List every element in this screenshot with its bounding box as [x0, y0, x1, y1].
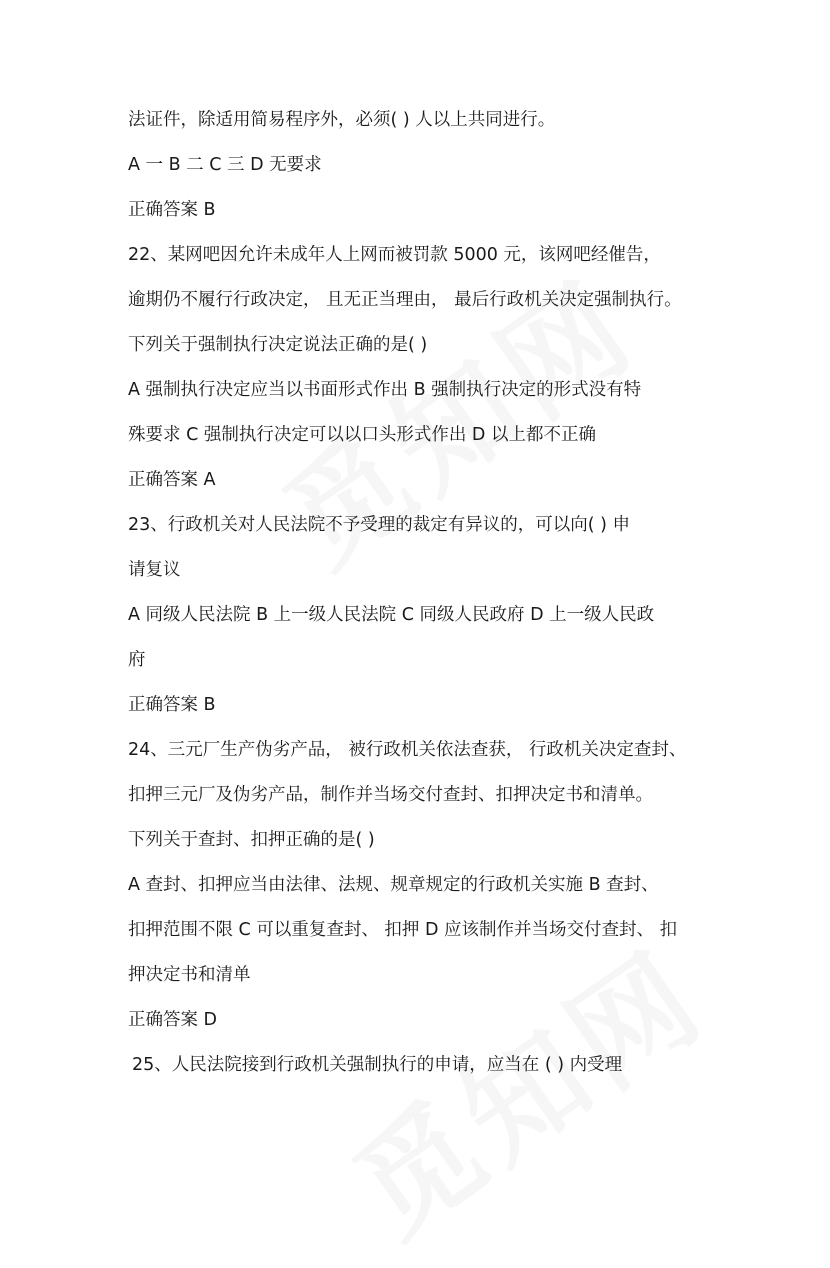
- text-line: 扣押三元厂及伪劣产品，制作并当场交付查封、扣押决定书和清单。: [128, 785, 653, 805]
- text-line: 法证件，除适用简易程序外，必须( ) 人以上共同进行。: [128, 110, 556, 130]
- answer-options: 殊要求 C 强制执行决定可以以口头形式作出 D 以上都不正确: [128, 425, 596, 445]
- document-page: [128, 98, 728, 1088]
- text-line: 请复议: [128, 560, 181, 580]
- answer-options: A 同级人民法院 B 上一级人民法院 C 同级人民政府 D 上一级人民政: [128, 605, 655, 625]
- correct-answer: 正确答案 D: [128, 1010, 218, 1030]
- correct-answer: 正确答案 A: [128, 470, 216, 490]
- text-line: 下列关于查封、扣押正确的是( ): [128, 830, 375, 850]
- answer-options: 府: [128, 650, 146, 670]
- question-25: 25、人民法院接到行政机关强制执行的申请，应当在 ( ) 内受理: [132, 1055, 623, 1075]
- text-line: 逾期仍不履行行政决定， 且无正当理由， 最后行政机关决定强制执行。: [128, 290, 682, 310]
- question-22: 22、某网吧因允许未成年人上网而被罚款 5000 元，该网吧经催告，: [128, 245, 661, 265]
- question-23: 23、行政机关对人民法院不予受理的裁定有异议的，可以向( ) 申: [128, 515, 631, 535]
- answer-options: 扣押范围不限 C 可以重复查封、 扣押 D 应该制作并当场交付查封、 扣: [128, 920, 678, 940]
- answer-options: A 一 B 二 C 三 D 无要求: [128, 155, 322, 175]
- answer-options: A 强制执行决定应当以书面形式作出 B 强制执行决定的形式没有特: [128, 380, 642, 400]
- question-24: 24、三元厂生产伪劣产品， 被行政机关依法查获， 行政机关决定查封、: [128, 740, 687, 760]
- answer-options: 押决定书和清单: [128, 965, 251, 985]
- correct-answer: 正确答案 B: [128, 695, 216, 715]
- answer-options: A 查封、扣押应当由法律、法规、规章规定的行政机关实施 B 查封、: [128, 875, 659, 895]
- text-line: 下列关于强制执行决定说法正确的是( ): [128, 335, 428, 355]
- correct-answer: 正确答案 B: [128, 200, 216, 220]
